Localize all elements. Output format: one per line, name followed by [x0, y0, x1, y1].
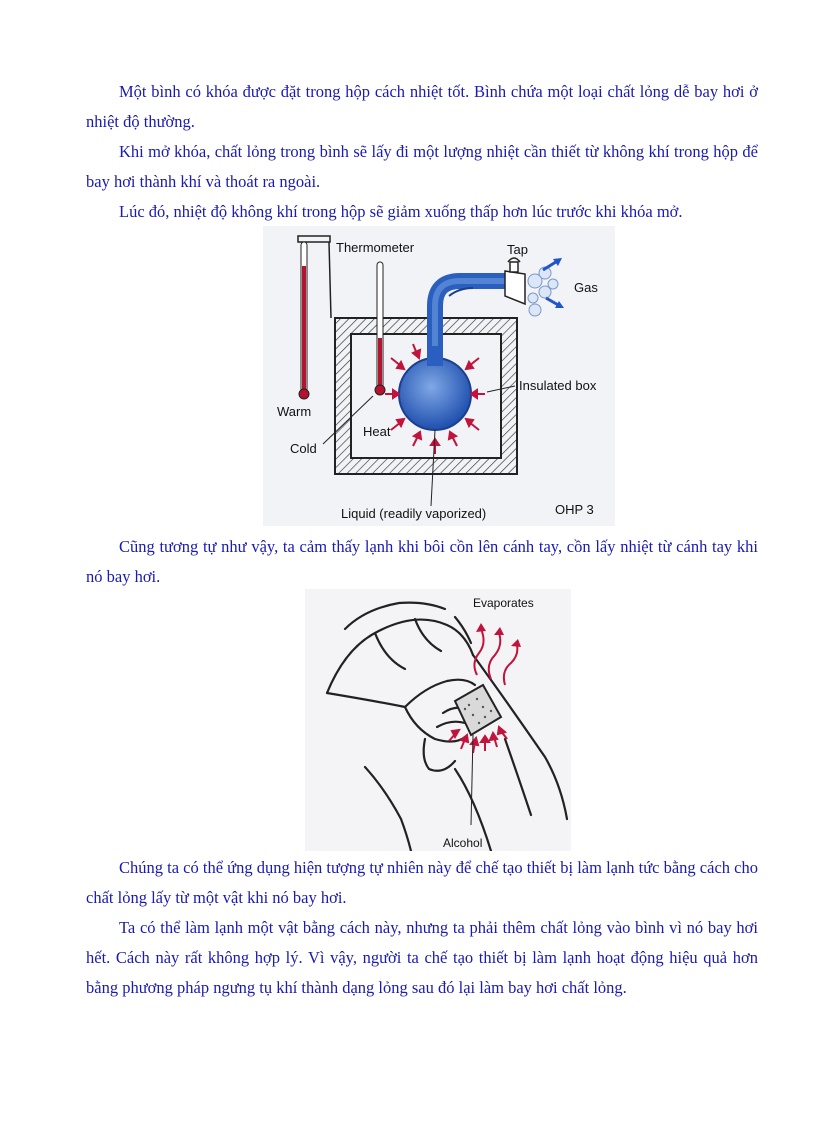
- heat-label: Heat: [363, 424, 391, 439]
- tap-label: Tap: [507, 242, 528, 257]
- thermometer-label: Thermometer: [336, 240, 415, 255]
- paragraph-3: Lúc đó, nhiệt độ không khí trong hộp sẽ giảm xuống thấp hơn lúc trước khi khóa mở.: [119, 202, 683, 221]
- alcohol-label: Alcohol: [443, 836, 483, 850]
- paragraph-5: Chúng ta có thể ứng dụng hiện tượng tự nhiên này để chế tạo thiết bị làm lạnh tức bằng cách cho chất lỏng lấy từ một vật khi nó bay hơi.: [86, 858, 758, 907]
- paragraph-1: Một bình có khóa được đặt trong hộp cách nhiệt tốt. Bình chứa một loại chất lỏng dễ bay hơi ở nhiệt độ thường.: [86, 82, 758, 131]
- cold-label: Cold: [290, 441, 317, 456]
- alcohol-pad-icon: [455, 685, 501, 735]
- evaporates-label: Evaporates: [473, 596, 534, 610]
- gas-cloud-icon: [528, 258, 564, 316]
- figure-insulated-box: [263, 226, 615, 526]
- warm-label: Warm: [277, 404, 312, 419]
- paragraph-2: Khi mở khóa, chất lỏng trong bình sẽ lấy đi một lượng nhiệt cần thiết từ không khí trong hộp để bay hơi thành khí và thoát ra ngoài.: [86, 142, 758, 191]
- insulated-box-label: Insulated box: [519, 378, 597, 393]
- tap-icon: [505, 258, 525, 304]
- evaporation-arrows-icon: [474, 629, 517, 685]
- ohp-label: OHP 3: [555, 502, 594, 517]
- liquid-label: Liquid (readily vaporized): [341, 506, 487, 521]
- warm-thermometer-icon: [298, 236, 331, 399]
- paragraph-6: Ta có thể làm lạnh một vật bằng cách này, nhưng ta phải thêm chất lỏng vào bình vì nó bay hơi hết. Cách này rất không hợp lý. Vì vậy, người ta chế tạo thiết bị làm lạnh hoạt động hiệu quả hơn bằng phương pháp ngưng tụ khí thành dạng lỏng sau đó lại làm bay hơi chất lỏng.: [86, 918, 758, 997]
- gas-label: Gas: [574, 280, 598, 295]
- cold-thermometer-icon: [375, 262, 385, 395]
- paragraph-4: Cũng tương tự như vậy, ta cảm thấy lạnh khi bôi cồn lên cánh tay, cồn lấy nhiệt từ cánh tay khi nó bay hơi.: [86, 537, 758, 586]
- figure-alcohol-arm: [305, 589, 571, 851]
- arm-and-hand-drawing: [327, 603, 567, 851]
- alcohol-leader-line: [471, 735, 473, 825]
